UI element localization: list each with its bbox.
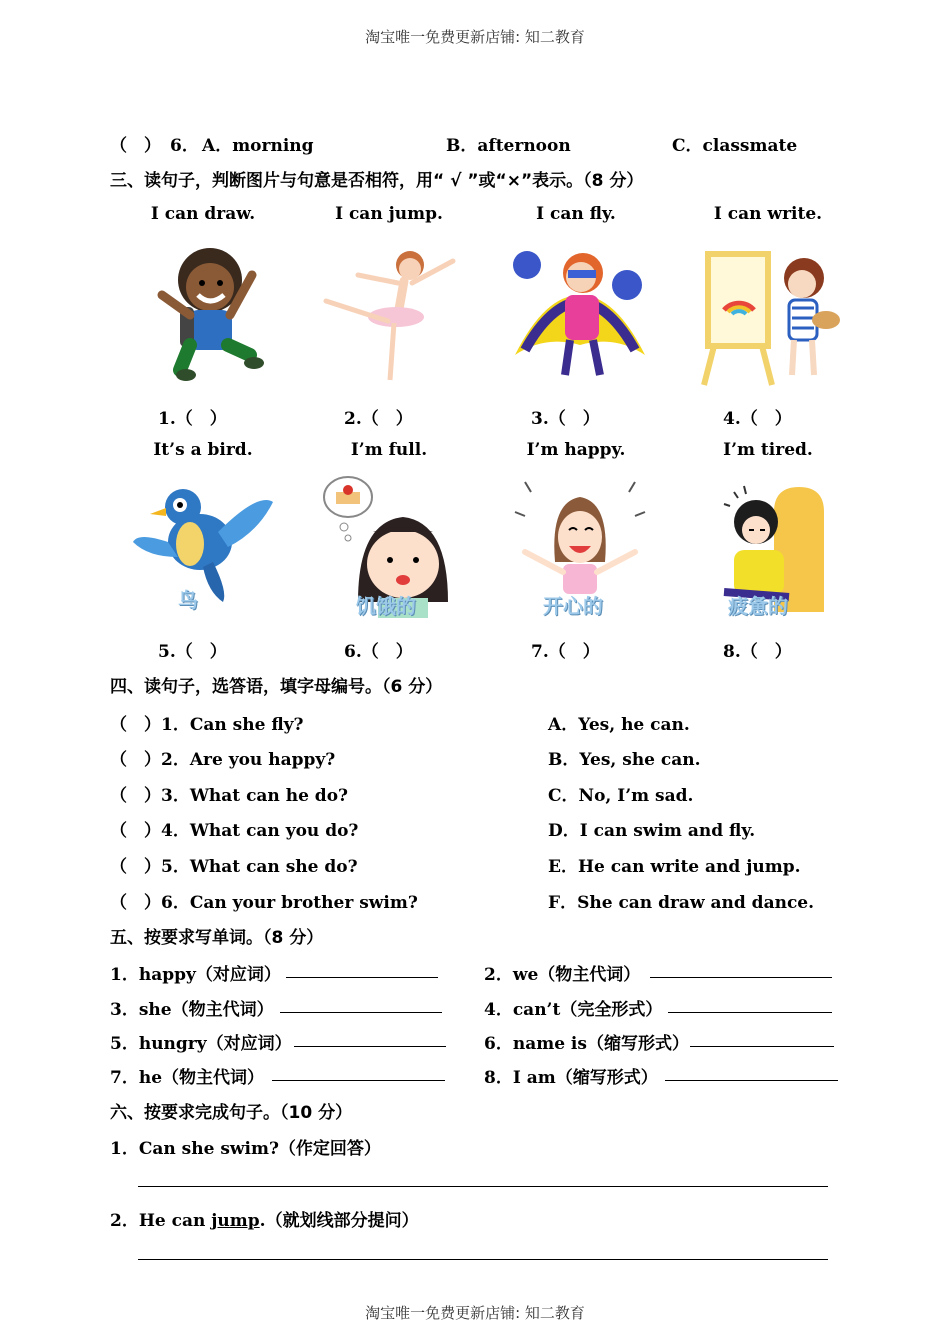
sentence-question-2 [110,1206,419,1231]
answer-blank-4[interactable]: 4.（ ） [723,409,792,429]
section6-title: 六、按要求完成句子。（10 分） [110,1103,353,1123]
answer-option-f: F．She can draw and dance. [548,893,815,913]
answer-option-a: A．Yes, he can. [548,715,690,735]
word-item-8: 8．I am（缩写形式） [484,1068,658,1088]
q6-number: 6． [170,136,199,156]
answer-blank-6[interactable]: 6.（ ） [344,642,413,662]
bird-label: 鸟 [178,588,198,612]
underlined-word: jump [211,1211,260,1231]
word-item-3: 3．she（物主代词） [110,1000,274,1020]
word-item-6: 6．name is（缩写形式） [484,1034,689,1054]
answer-option-d: D．I can swim and fly. [548,821,756,841]
word-blank-4[interactable] [668,1012,832,1013]
word-item-2: 2．we（物主代词） [484,965,641,985]
answer-blank-7[interactable]: 7.（ ） [531,642,600,662]
word-blank-7[interactable] [272,1080,445,1081]
word-blank-3[interactable] [280,1012,442,1013]
caption-5: It’s a bird. [153,440,253,460]
answer-blank-8[interactable]: 8.（ ） [723,642,792,662]
question-6: （ ）6．Can your brother swim? [110,893,418,913]
answer-option-b: B．Yes, she can. [548,750,701,770]
word-blank-5[interactable] [294,1046,446,1047]
q6-option-a: A．morning [202,136,314,156]
sentence-question-1: 1．Can she swim?（作定回答） [110,1139,381,1159]
caption-8: I’m tired. [723,440,813,460]
q6-option-b: B．afternoon [446,136,571,156]
happy-label: 开心的 [543,594,603,618]
section5-title: 五、按要求写单词。（8 分） [110,928,324,948]
word-blank-8[interactable] [665,1080,838,1081]
jumping-boy-image [140,235,290,385]
word-item-5: 5．hungry（对应词） [110,1034,292,1054]
caption-6: I’m full. [350,440,428,460]
page-footer: 淘宝唯一免费更新店铺: 知二教育 [365,1304,585,1322]
caption-1: I can draw. [150,204,256,224]
answer-blank-1[interactable]: 1.（ ） [158,409,227,429]
sentence-question-2-post: .（就划线部分提问） [259,1211,419,1231]
word-blank-1[interactable] [286,977,438,978]
sentence-question-2-pre: 2．He can [110,1211,212,1231]
answer-option-c: C．No, I’m sad. [548,786,694,806]
answer-blank-3[interactable]: 3.（ ） [531,409,600,429]
tired-label: 疲惫的 [728,594,788,618]
word-item-1: 1．happy（对应词） [110,965,281,985]
caption-7: I’m happy. [526,440,626,460]
question-5: （ ）5．What can she do? [110,857,358,877]
ballerina-image [318,235,468,385]
answer-blank-2[interactable]: 2.（ ） [344,409,413,429]
girl-painting-image [694,240,844,390]
caption-2: I can jump. [335,204,443,224]
superhero-image [505,235,655,385]
bird-image [128,472,278,622]
caption-3: I can fly. [536,204,616,224]
word-item-7: 7．he（物主代词） [110,1068,265,1088]
tired-girl-image [694,472,844,622]
page-header: 淘宝唯一免费更新店铺: 知二教育 [365,28,585,46]
q6-paren: （ ） [110,136,161,156]
question-1: （ ）1．Can she fly? [110,715,304,735]
question-4: （ ）4．What can you do? [110,821,359,841]
word-blank-2[interactable] [650,977,832,978]
caption-4: I can write. [713,204,823,224]
word-item-4: 4．can’t（完全形式） [484,1000,663,1020]
sentence-answer-line-1[interactable] [138,1186,828,1187]
sentence-answer-line-2[interactable] [138,1259,828,1260]
hungry-label: 饥饿的 [356,594,416,618]
hungry-girl-image [318,472,468,622]
happy-girl-image [505,472,655,622]
q6-option-c: C．classmate [672,136,798,156]
answer-option-e: E．He can write and jump. [548,857,801,877]
question-3: （ ）3．What can he do? [110,786,348,806]
section4-title: 四、读句子，选答语，填字母编号。（6 分） [110,677,443,697]
section3-title: 三、读句子，判断图片与句意是否相符，用“ √ ”或“×”表示。（8 分） [110,171,644,191]
answer-blank-5[interactable]: 5.（ ） [158,642,227,662]
word-blank-6[interactable] [690,1046,834,1047]
question-2: （ ）2．Are you happy? [110,750,336,770]
